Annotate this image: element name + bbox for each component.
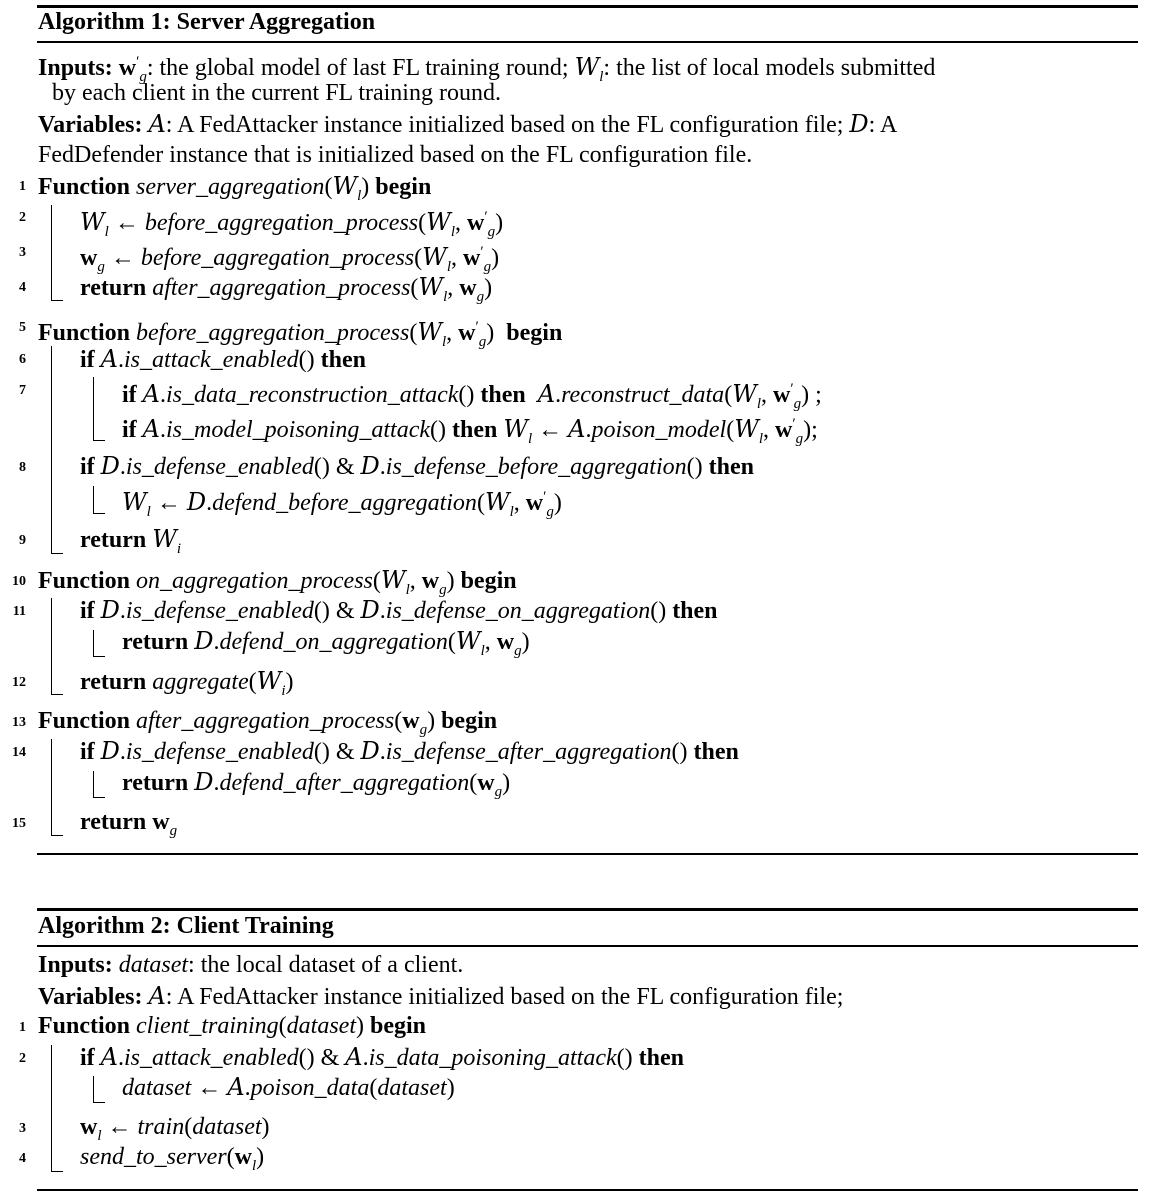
line-number: 4 — [19, 1151, 26, 1166]
algo2-line-2b: dataset ← A.poison_data(dataset) — [122, 1073, 455, 1101]
block-rule — [51, 1045, 52, 1171]
line-number: 5 — [19, 320, 26, 335]
line-number: 1 — [19, 1020, 26, 1035]
algo1-variables-line2: FedDefender instance that is initialized based on the FL configuration file. — [38, 142, 753, 168]
line-number: 3 — [19, 245, 26, 260]
algo1-line-7b: if A.is_model_poisoning_attack() then $W_l$ ← $A.poison\_model(W_l$, $w'_g$); — [122, 415, 818, 447]
algo2-line-4: $send\_to\_server(w_l)$ — [80, 1144, 265, 1174]
algo2-line-1: Function client_training(dataset) begin — [38, 1013, 427, 1039]
algo2-line-3: $w_l$ ← train(dataset) — [80, 1114, 270, 1144]
algo1-bottom-rule — [37, 853, 1138, 855]
line-number: 12 — [12, 675, 26, 690]
line-number: 10 — [12, 574, 26, 589]
line-number: 11 — [12, 604, 26, 619]
block-rule — [51, 598, 52, 694]
algo1-line-5: Function $before\_aggregation\_process(W_l$, $w'_g$) begin — [38, 318, 563, 350]
line-number: 3 — [19, 1121, 26, 1136]
algo2-top-rule — [37, 908, 1138, 911]
algo1-line-8: if D.is_defense_enabled() & D.is_defense_before_aggregation() then — [80, 452, 754, 480]
algo1-variables-line1: Variables: A: A FedAttacker instance initialized based on the FL configuration file; D: A — [38, 110, 898, 138]
algo2-line-2: if A.is_attack_enabled() & A.is_data_poisoning_attack() then — [80, 1043, 684, 1071]
block-end — [51, 300, 63, 301]
line-number: 7 — [19, 383, 26, 398]
line-number: 14 — [12, 745, 26, 760]
block-end — [51, 553, 63, 554]
algo1-line-2: $W_l$ ← $before\_aggregation\_process(W_l$, $w'_g$) — [80, 208, 504, 240]
line-number: 2 — [19, 1051, 26, 1066]
block-rule — [93, 377, 94, 440]
block-end — [93, 1102, 105, 1103]
block-rule — [93, 486, 94, 513]
algo1-title-rule — [37, 41, 1138, 43]
block-rule — [51, 739, 52, 835]
block-end — [93, 440, 105, 441]
algo1-line-8b: $W_l$ ← $D.defend\_before\_aggregation(W_l$, $w'_g$) — [122, 488, 562, 520]
block-end — [93, 656, 105, 657]
algo2-variables-line: Variables: A: A FedAttacker instance initialized based on the FL configuration file; — [38, 982, 844, 1010]
block-end — [51, 835, 63, 836]
algo1-line-3: $w_g$ ← $before\_aggregation\_process(W_l$, $w'_g$) — [80, 243, 500, 275]
algo1-line-7a: if A.is_data_reconstruction_attack() then $A.reconstruct\_data(W_l$, $w'_g$) ; — [122, 380, 822, 412]
line-number: 8 — [19, 460, 26, 475]
algo1-line-10: Function $on\_aggregation\_process(W_l$, $w_g$) begin — [38, 566, 517, 598]
algo1-title: Algorithm 1: Server Aggregation — [38, 9, 376, 35]
block-rule — [93, 1076, 94, 1102]
line-number: 15 — [12, 816, 26, 831]
block-rule — [51, 205, 52, 300]
algo1-line-13: Function $after\_aggregation\_process(w_g)$ begin — [38, 708, 498, 738]
block-end — [51, 1171, 63, 1172]
algo1-line-14: if D.is_defense_enabled() & D.is_defense_after_aggregation() then — [80, 737, 739, 765]
line-number: 9 — [19, 533, 26, 548]
algo1-line-12: return $aggregate(W_i)$ — [80, 667, 294, 699]
algo1-line-4: return $after\_aggregation\_process(W_l$, $w_g$) — [80, 273, 493, 305]
line-number: 2 — [19, 210, 26, 225]
block-rule — [93, 771, 94, 797]
algo2-title-rule — [37, 945, 1138, 947]
algo1-line-9: return $W_i$ — [80, 525, 182, 557]
line-number: 1 — [19, 179, 26, 194]
block-end — [93, 513, 105, 514]
algo2-bottom-rule — [37, 1189, 1138, 1191]
block-end — [93, 797, 105, 798]
algo1-line-11: if D.is_defense_enabled() & D.is_defense_on_aggregation() then — [80, 596, 718, 624]
algo2-inputs-line: Inputs: dataset: the local dataset of a client. — [38, 952, 464, 978]
line-number: 6 — [19, 352, 26, 367]
algo1-line-1: Function $server\_aggregation(W_l)$ begin — [38, 172, 432, 204]
algo2-title: Algorithm 2: Client Training — [38, 913, 334, 939]
algo1-inputs-line2: by each client in the current FL training round. — [52, 80, 501, 106]
block-rule — [51, 346, 52, 553]
block-rule — [93, 630, 94, 656]
algo1-inputs-line1: Inputs: $w'_g$: the global model of last FL training round; $W_l$: the list of local models submitted — [38, 53, 936, 85]
line-number: 13 — [12, 715, 26, 730]
algo1-line-15: return $w_g$ — [80, 809, 178, 839]
algo1-line-11b: return $D.defend\_on\_aggregation(W_l$, $w_g$) — [122, 627, 530, 659]
block-end — [51, 694, 63, 695]
algo1-line-14b: return $D.defend\_after\_aggregation(w_g)$ — [122, 768, 511, 800]
algo1-line-6: if A.is_attack_enabled() then — [80, 345, 366, 373]
line-number: 4 — [19, 280, 26, 295]
